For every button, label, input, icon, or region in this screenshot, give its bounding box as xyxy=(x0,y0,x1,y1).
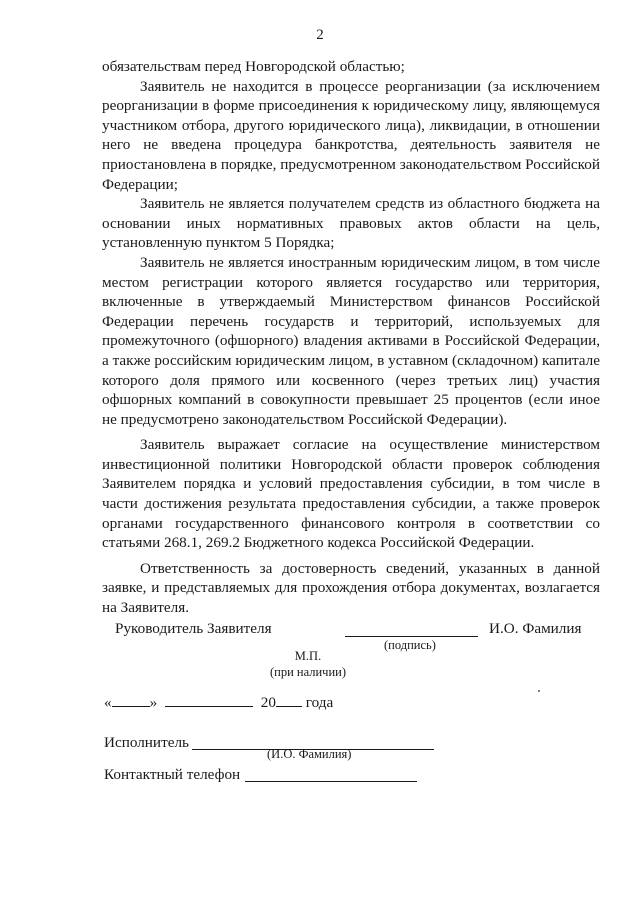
paragraph-no-reorganization: Заявитель не находится в процессе реорганизации (за исключением реорганизации в форме присоединения к юридическому лицу, являющемуся участником отбора, другого юридического лица), ликвидации, в отношении него не введена процедура банкротства, деятельность заявителя не приостановлена в порядке, предусмотренном законодательством Российской Федерации; xyxy=(102,77,600,193)
date-open-quote: « xyxy=(104,694,112,711)
date-day-field[interactable] xyxy=(112,692,150,707)
date-year-field[interactable] xyxy=(276,692,302,707)
paragraph-consent-to-audit: Заявитель выражает согласие на осуществление министерством инвестиционной политики Новгородской области проверок соблюдения Заявителем порядка и условий предоставления субсидии, в том числе в части достижения результата предоставления субсидии, а также проверок органами государственного финансового контроля в соответствии со статьями 268.1, 269.2 Бюджетного кодекса Российской Федерации. xyxy=(102,436,600,552)
stamp-note: (при наличии) xyxy=(269,665,347,679)
signature-name-placeholder: И.О. Фамилия xyxy=(489,620,582,637)
date-month-field[interactable] xyxy=(165,692,253,707)
phone-field[interactable] xyxy=(245,781,417,782)
stamp-label: М.П. xyxy=(294,649,322,663)
paragraph-continuation: обязательствам перед Новгородской областью; xyxy=(102,58,405,75)
date-suffix: года xyxy=(305,694,334,711)
signature-caption: (подпись) xyxy=(384,638,436,652)
paragraph-responsibility: Ответственность за достоверность сведений, указанных в данной заявке, и представляемых для прохождения отбора документах, возлагается на Заявителя. xyxy=(102,559,600,617)
phone-label: Контактный телефон xyxy=(104,766,241,783)
stray-mark xyxy=(538,690,540,692)
executor-caption: (И.О. Фамилия) xyxy=(267,747,352,761)
date-close-quote: » xyxy=(149,694,158,711)
page-number: 2 xyxy=(316,27,324,43)
date-row xyxy=(104,692,333,712)
signature-row xyxy=(0,620,640,642)
paragraph-not-foreign-entity: Заявитель не является иностранным юридическим лицом, в том числе местом регистрации которого является государство или территория, включенные в утверждаемый Министерством финансов Российской Федерации перечень государств и территорий, используемых для промежуточного (офшорного) владения активами в Российской Федерации, а также российским юридическим лицом, в уставном (складочном) капитале которого доля прямого или косвенного (через третьих лиц) участия офшорных компаний в совокупности превышает 25 процентов (если иное не предусмотрено законодательством Российской Федерации). xyxy=(102,253,600,428)
date-century: 20 xyxy=(260,694,276,711)
document-body xyxy=(102,57,600,618)
paragraph-no-regional-funds: Заявитель не является получателем средств из областного бюджета на основании иных нормативных правовых актов области на цель, установленную пунктом 5 Порядка; xyxy=(102,195,600,252)
executor-label: Исполнитель xyxy=(104,734,189,751)
signature-line[interactable] xyxy=(345,636,478,637)
stamp-block xyxy=(258,648,358,680)
phone-row xyxy=(104,766,424,784)
signature-label: Руководитель Заявителя xyxy=(115,620,272,637)
